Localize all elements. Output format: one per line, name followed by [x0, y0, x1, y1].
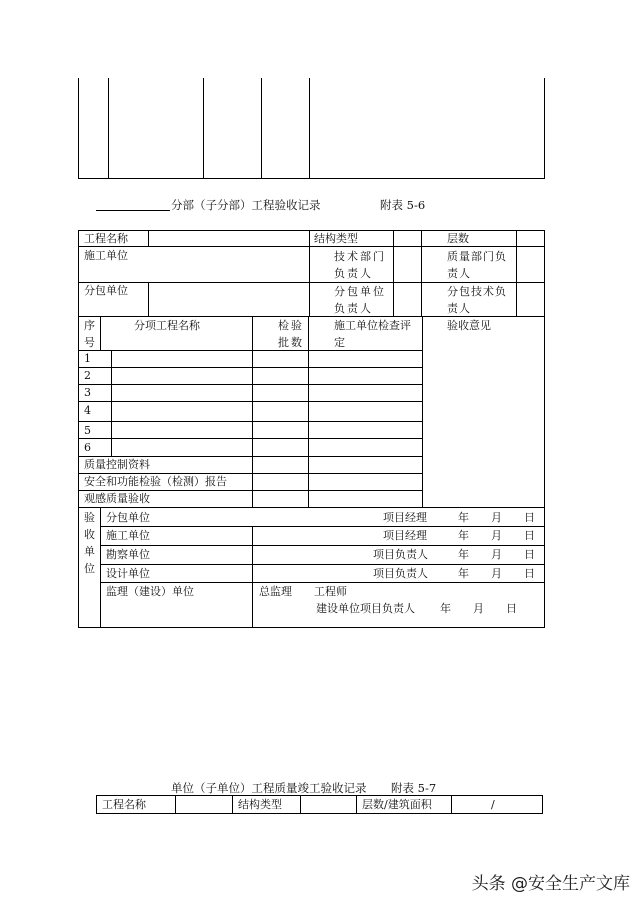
sign-date-2: 年 月 日 [458, 529, 535, 542]
structure-type-label: 结构类型 [314, 232, 358, 245]
sign-role-1: 项目经理 [383, 511, 427, 524]
row-num-4: 4 [84, 404, 91, 417]
row-num-1: 1 [84, 352, 91, 365]
source-watermark: 头条 @安全生产文库 [471, 874, 630, 894]
quality-data-label: 质量控制资料 [84, 458, 150, 471]
subcontract-unit-label: 分包单位 [84, 284, 128, 297]
sign-date-1: 年 月 日 [458, 511, 535, 524]
acceptance-unit-label: 验收单位 [84, 511, 95, 575]
project-name-label: 工程名称 [84, 232, 128, 245]
row-num-2: 2 [84, 369, 91, 382]
form-56-title: 分部（子分部）工程验收记录 [171, 198, 321, 212]
construction-unit-label: 施工单位 [84, 249, 128, 262]
sign-date-4: 年 月 日 [458, 567, 535, 580]
subcontract-unit-head-label: 分包单位负责人 [334, 285, 386, 315]
form-57-project-name-label: 工程名称 [102, 798, 146, 811]
sign-date-3: 年 月 日 [458, 548, 535, 561]
form-57-structure-type-label: 结构类型 [238, 798, 282, 811]
owner-head-label: 建设单位项目负责人 [316, 602, 415, 615]
floors-label: 层数 [447, 232, 469, 245]
row-num-6: 6 [84, 441, 91, 454]
title-blank-line [96, 210, 170, 211]
row-num-3: 3 [84, 386, 91, 399]
subcontract-tech-head-label: 分包技术负责人 [447, 285, 507, 315]
sign-role-2: 项目经理 [383, 529, 427, 542]
appearance-label: 观感质量验收 [84, 492, 150, 505]
chief-supervisor-label: 总监理 工程师 [259, 585, 347, 598]
item-name-label: 分项工程名称 [134, 319, 200, 332]
acceptance-opinion-label: 验收意见 [447, 319, 491, 332]
owner-date: 年 月 日 [440, 602, 517, 615]
quality-dept-head-label: 质量部门负责人 [447, 250, 507, 280]
sign-unit-1: 分包单位 [106, 511, 150, 524]
sign-role-4: 项目负责人 [373, 567, 428, 580]
form-57-ref: 附表 5-7 [391, 781, 437, 795]
batch-count-label: 检验批数 [278, 319, 304, 349]
form-57-title: 单位（子单位）工程质量竣工验收记录 [171, 781, 367, 795]
form-56-ref: 附表 5-6 [380, 198, 426, 212]
sign-unit-4: 设计单位 [106, 567, 150, 580]
form-57-slash: / [491, 798, 495, 811]
supervision-unit-label: 监理（建设）单位 [106, 585, 194, 598]
sign-unit-2: 施工单位 [106, 529, 150, 542]
sign-role-3: 项目负责人 [373, 548, 428, 561]
seq-label: 序号 [84, 319, 95, 349]
sign-unit-3: 勘察单位 [106, 548, 150, 561]
tech-dept-head-label: 技术部门负责人 [334, 250, 386, 280]
unit-eval-label: 施工单位检查评定 [334, 319, 411, 349]
safety-report-label: 安全和功能检验（检测）报告 [84, 475, 227, 488]
row-num-5: 5 [84, 424, 91, 437]
form-57-floors-area-label: 层数/建筑面积 [362, 798, 432, 811]
